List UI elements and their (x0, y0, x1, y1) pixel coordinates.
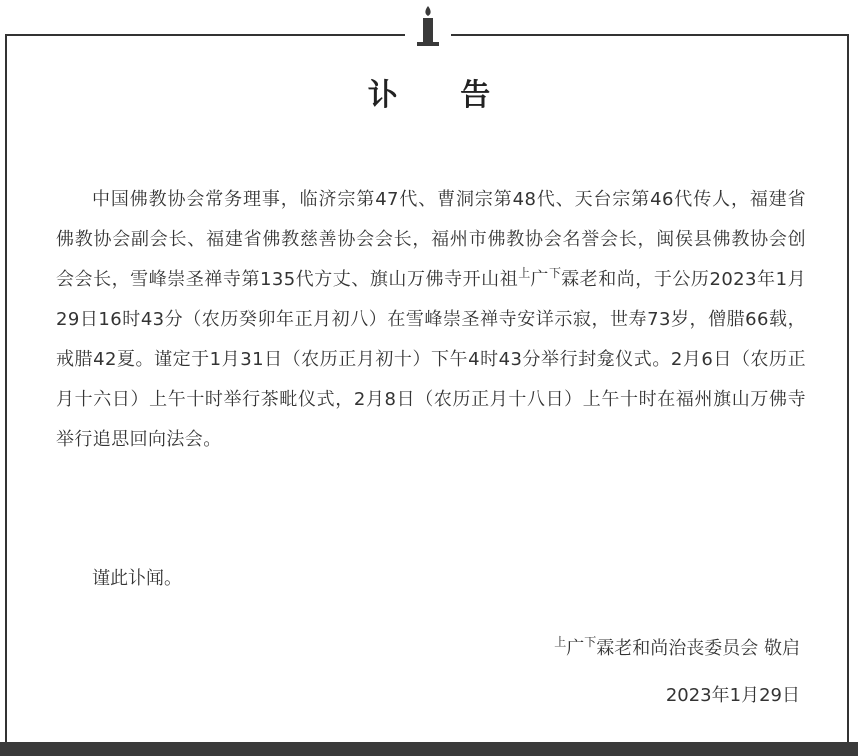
signature-superscript-bottom: 下 (584, 635, 597, 649)
signature-rest: 霖老和尚治丧委员会 敬启 (596, 638, 800, 659)
page-title: 讣 告 (367, 78, 517, 113)
notice-body-part2: 霖老和尚，于公历2023年1月29日16时43分（农历癸卯年正月初八）在雪峰崇圣禅寺安详示寂，世寿73岁，僧腊66载，戒腊42夏。谨定于1月31日（农历正月初十）下午4时43分举行封龛仪式。2月6日（农历正月十六日）上午十时举行茶毗仪式，2月8日（农历正月十八日）上午十时在福州旗山万佛寺举行追思回向法会。 (56, 269, 806, 450)
notice-body-part1: 中国佛教协会常务理事，临济宗第47代、曹洞宗第48代、天台宗第46代传人，福建省佛教协会副会长、福建省佛教慈善协会会长，福州市佛教协会名誉会长，闽侯县佛教协会创会会长，雪峰崇圣禅寺第135代方丈、旗山万佛寺开山祖 (56, 189, 806, 290)
bottom-bar (0, 742, 858, 756)
name-superscript-top: 上 (518, 266, 531, 280)
candle-icon (405, 4, 451, 48)
notice-body (56, 180, 806, 460)
name-char: 广 (530, 269, 549, 290)
closing-line: 谨此讣闻。 (92, 568, 182, 589)
signature-superscript-top: 上 (554, 635, 567, 649)
name-superscript-bottom: 下 (548, 266, 562, 280)
signature (554, 634, 800, 664)
signature-name-char: 广 (566, 638, 585, 659)
notice-date: 2023年1月29日 (665, 685, 800, 706)
